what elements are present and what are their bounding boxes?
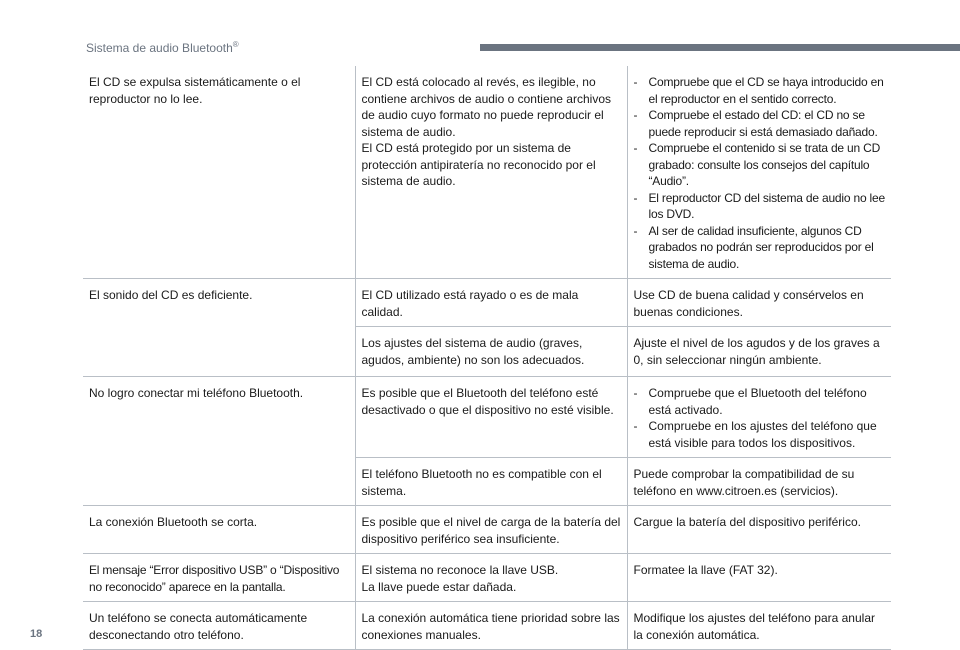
solution-cell [627, 377, 891, 458]
solution-cell: Modifique los ajustes del teléfono para anular la conexión automática. [627, 602, 891, 650]
problem-cell: El mensaje “Error dispositivo USB” o “Dispositivo no reconocido” aparece en la pantalla. [83, 554, 355, 602]
solution-list-text: Compruebe el estado del CD: el CD no se puede reproducir si está demasiado dañado. [648, 108, 878, 139]
solution-list-text: Compruebe que el Bluetooth del teléfono está activado. [648, 386, 867, 417]
section-title-text: Sistema de audio Bluetooth [86, 41, 233, 55]
solution-cell: Ajuste el nivel de los agudos y de los graves a 0, sin seleccionar ningún ambiente. [627, 327, 891, 377]
solution-list-text: Al ser de calidad insuficiente, algunos CD grabados no podrán ser reproducidos por el sistema de audio. [648, 223, 874, 271]
page-number: 18 [30, 628, 43, 640]
solution-list-item [634, 223, 886, 273]
header-bar [480, 44, 960, 51]
cause-cell: El sistema no reconoce la llave USB. La llave puede estar dañada. [355, 554, 627, 602]
cause-cell: El teléfono Bluetooth no es compatible con el sistema. [355, 458, 627, 506]
solution-list [634, 74, 886, 272]
table-row [83, 554, 891, 602]
registered-mark: ® [232, 40, 239, 49]
table-row [83, 602, 891, 650]
solution-cell [627, 66, 891, 279]
solution-list-item [634, 190, 886, 223]
problem-cell: El CD se expulsa sistemáticamente o el reproductor no lo lee. [83, 66, 355, 279]
cause-cell: El CD utilizado está rayado o es de mala calidad. [355, 279, 627, 327]
dash-bullet: - [633, 386, 638, 400]
cause-cell: La conexión automática tiene prioridad sobre las conexiones manuales. [355, 602, 627, 650]
cause-cell: Es posible que el Bluetooth del teléfono esté desactivado o que el dispositivo no esté visible. [355, 377, 627, 458]
dash-bullet: - [633, 141, 638, 155]
dash-bullet: - [633, 75, 638, 89]
problem-cell: No logro conectar mi teléfono Bluetooth. [83, 377, 355, 506]
solution-list-text: Compruebe en los ajustes del teléfono que está visible para todos los dispositivos. [648, 419, 877, 450]
dash-bullet: - [633, 108, 638, 122]
dash-bullet: - [633, 223, 638, 238]
solution-list-item [634, 74, 886, 107]
problem-cell: Un teléfono se conecta automáticamente desconectando otro teléfono. [83, 602, 355, 650]
solution-list-item [634, 107, 886, 140]
table-row [83, 377, 891, 458]
table-row [83, 279, 891, 327]
solution-list [634, 385, 886, 451]
problem-cell: La conexión Bluetooth se corta. [83, 506, 355, 554]
troubleshooting-table [83, 66, 891, 650]
solution-list-item [634, 385, 886, 418]
cause-cell: Es posible que el nivel de carga de la batería del dispositivo periférico sea insuficiente. [355, 506, 627, 554]
table-row [83, 506, 891, 554]
dash-bullet: - [633, 419, 638, 433]
problem-cell: El sonido del CD es deficiente. [83, 279, 355, 377]
solution-cell: Puede comprobar la compatibilidad de su teléfono en www.citroen.es (servicios). [627, 458, 891, 506]
cause-cell: El CD está colocado al revés, es ilegible, no contiene archivos de audio o contiene archivos de audio cuyo formato no puede reproducir el sistema de audio. El CD está protegido por un sistema de protección antipiratería no reconocido por el sistema de audio. [355, 66, 627, 279]
solution-cell: Use CD de buena calidad y consérvelos en buenas condiciones. [627, 279, 891, 327]
table-row [83, 66, 891, 279]
solution-list-text: El reproductor CD del sistema de audio no lee los DVD. [648, 190, 885, 221]
solution-cell: Formatee la llave (FAT 32). [627, 554, 891, 602]
solution-cell: Cargue la batería del dispositivo periférico. [627, 506, 891, 554]
solution-list-item [634, 140, 886, 190]
section-title [86, 40, 239, 55]
solution-list-text: Compruebe el contenido si se trata de un CD grabado: consulte los consejos del capítulo “Audio”. [648, 141, 881, 188]
dash-bullet: - [633, 190, 638, 205]
solution-list-text: Compruebe que el CD se haya introducido en el reproductor en el sentido correcto. [648, 75, 884, 106]
cause-cell: Los ajustes del sistema de audio (graves, agudos, ambiente) no son los adecuados. [355, 327, 627, 377]
solution-list-item [634, 418, 886, 451]
